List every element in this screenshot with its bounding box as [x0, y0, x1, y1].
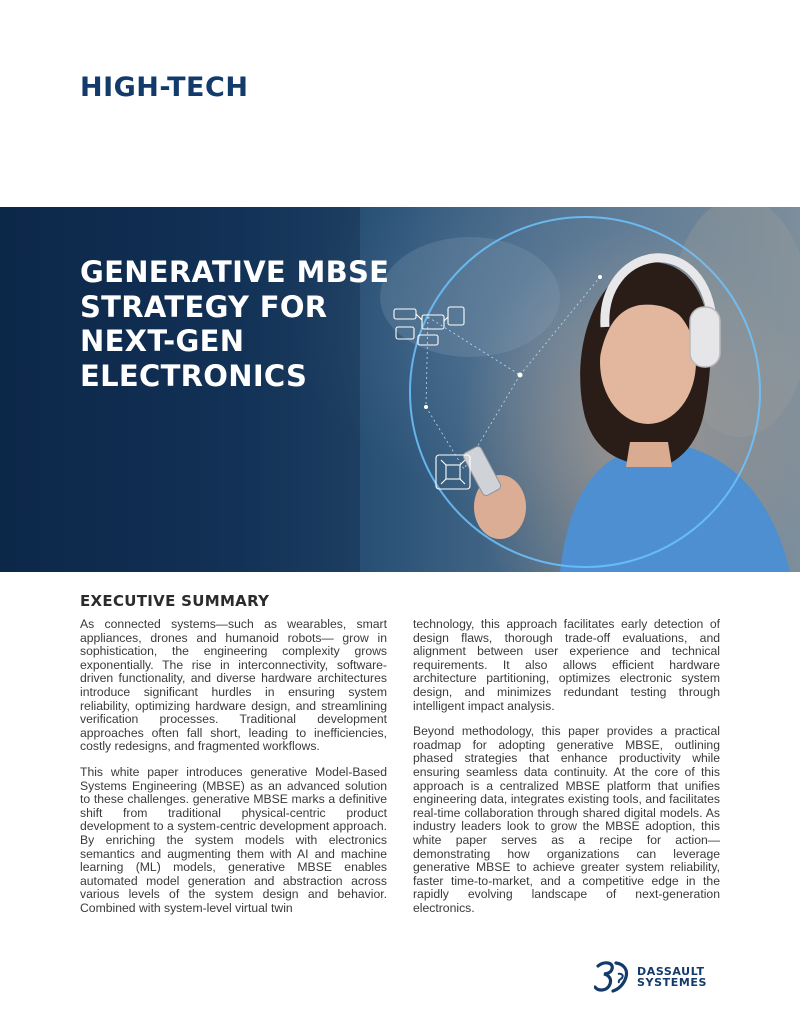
- logo-line: DASSAULT: [637, 964, 705, 978]
- logo-wordmark: [637, 966, 707, 989]
- hero-title-line: NEXT-GEN: [80, 324, 245, 358]
- summary-paragraph: This white paper introduces generative Model-Based Systems Engineering (MBSE) as an advanced solution to these challenges. generative MBSE marks a definitive shift from traditional physical-centric product development to a system-centric development approach. By enriching the system models with electronics semantics and augmenting them with AI and machine learning (ML) models, generative MBSE enables automated model generation and abstraction across various levels of the system design and behavior. Combined with system-level virtual twin: [80, 764, 387, 915]
- sector-label: HIGH-TECH: [80, 72, 249, 103]
- logo-line: SYSTEMES: [637, 976, 708, 989]
- right-column: [413, 618, 720, 927]
- executive-summary-heading: EXECUTIVE SUMMARY: [80, 592, 270, 610]
- hero-title-line: GENERATIVE MBSE: [80, 255, 390, 289]
- 3ds-logo-icon: [594, 960, 632, 994]
- dassault-systemes-logo: [594, 960, 707, 994]
- hero-title-line: ELECTRONICS: [80, 358, 308, 393]
- hero-banner: [0, 207, 800, 572]
- summary-paragraph: technology, this approach facilitates early detection of design flaws, thorough trade-off evaluations, and alignment between user experience and technical requirements. It also allows efficient hardware architecture partitioning, optimizes electronic system design, and minimizes redundant testing through intelligent impact analysis.: [413, 617, 720, 713]
- summary-paragraph: Beyond methodology, this paper provides a practical roadmap for adopting generative MBSE, outlining phased strategies that enhance productivity while ensuring seamless data continuity. At the core of this approach is a centralized MBSE platform that unifies engineering data, integrates existing tools, and facilitates real-time collaboration through shared digital models. As industry leaders look to grow the MBSE adoption, this white paper serves as a recipe for action—demonstrating how organizations can leverage generative MBSE to achieve greater system reliability, faster time-to-market, and a competitive edge in the rapidly evolving landscape of next-generation electronics.: [413, 724, 720, 915]
- hero-title-line: STRATEGY FOR: [80, 289, 328, 324]
- hero-title: [80, 255, 420, 393]
- summary-paragraph: As connected systems—such as wearables, smart appliances, drones and humanoid robots— grow in sophistication, the engineering complexity grows exponentially. The rise in interconnectivity, software-driven functionality, and diverse hardware architectures introduce significant hurdles in ensuring system reliability, optimizing hardware design, and streamlining verification processes. Traditional development approaches often fall short, leading to inefficiencies, costly redesigns, and fragmented workflows.: [80, 617, 387, 754]
- chip-icon: [436, 455, 470, 489]
- left-column: [80, 618, 387, 927]
